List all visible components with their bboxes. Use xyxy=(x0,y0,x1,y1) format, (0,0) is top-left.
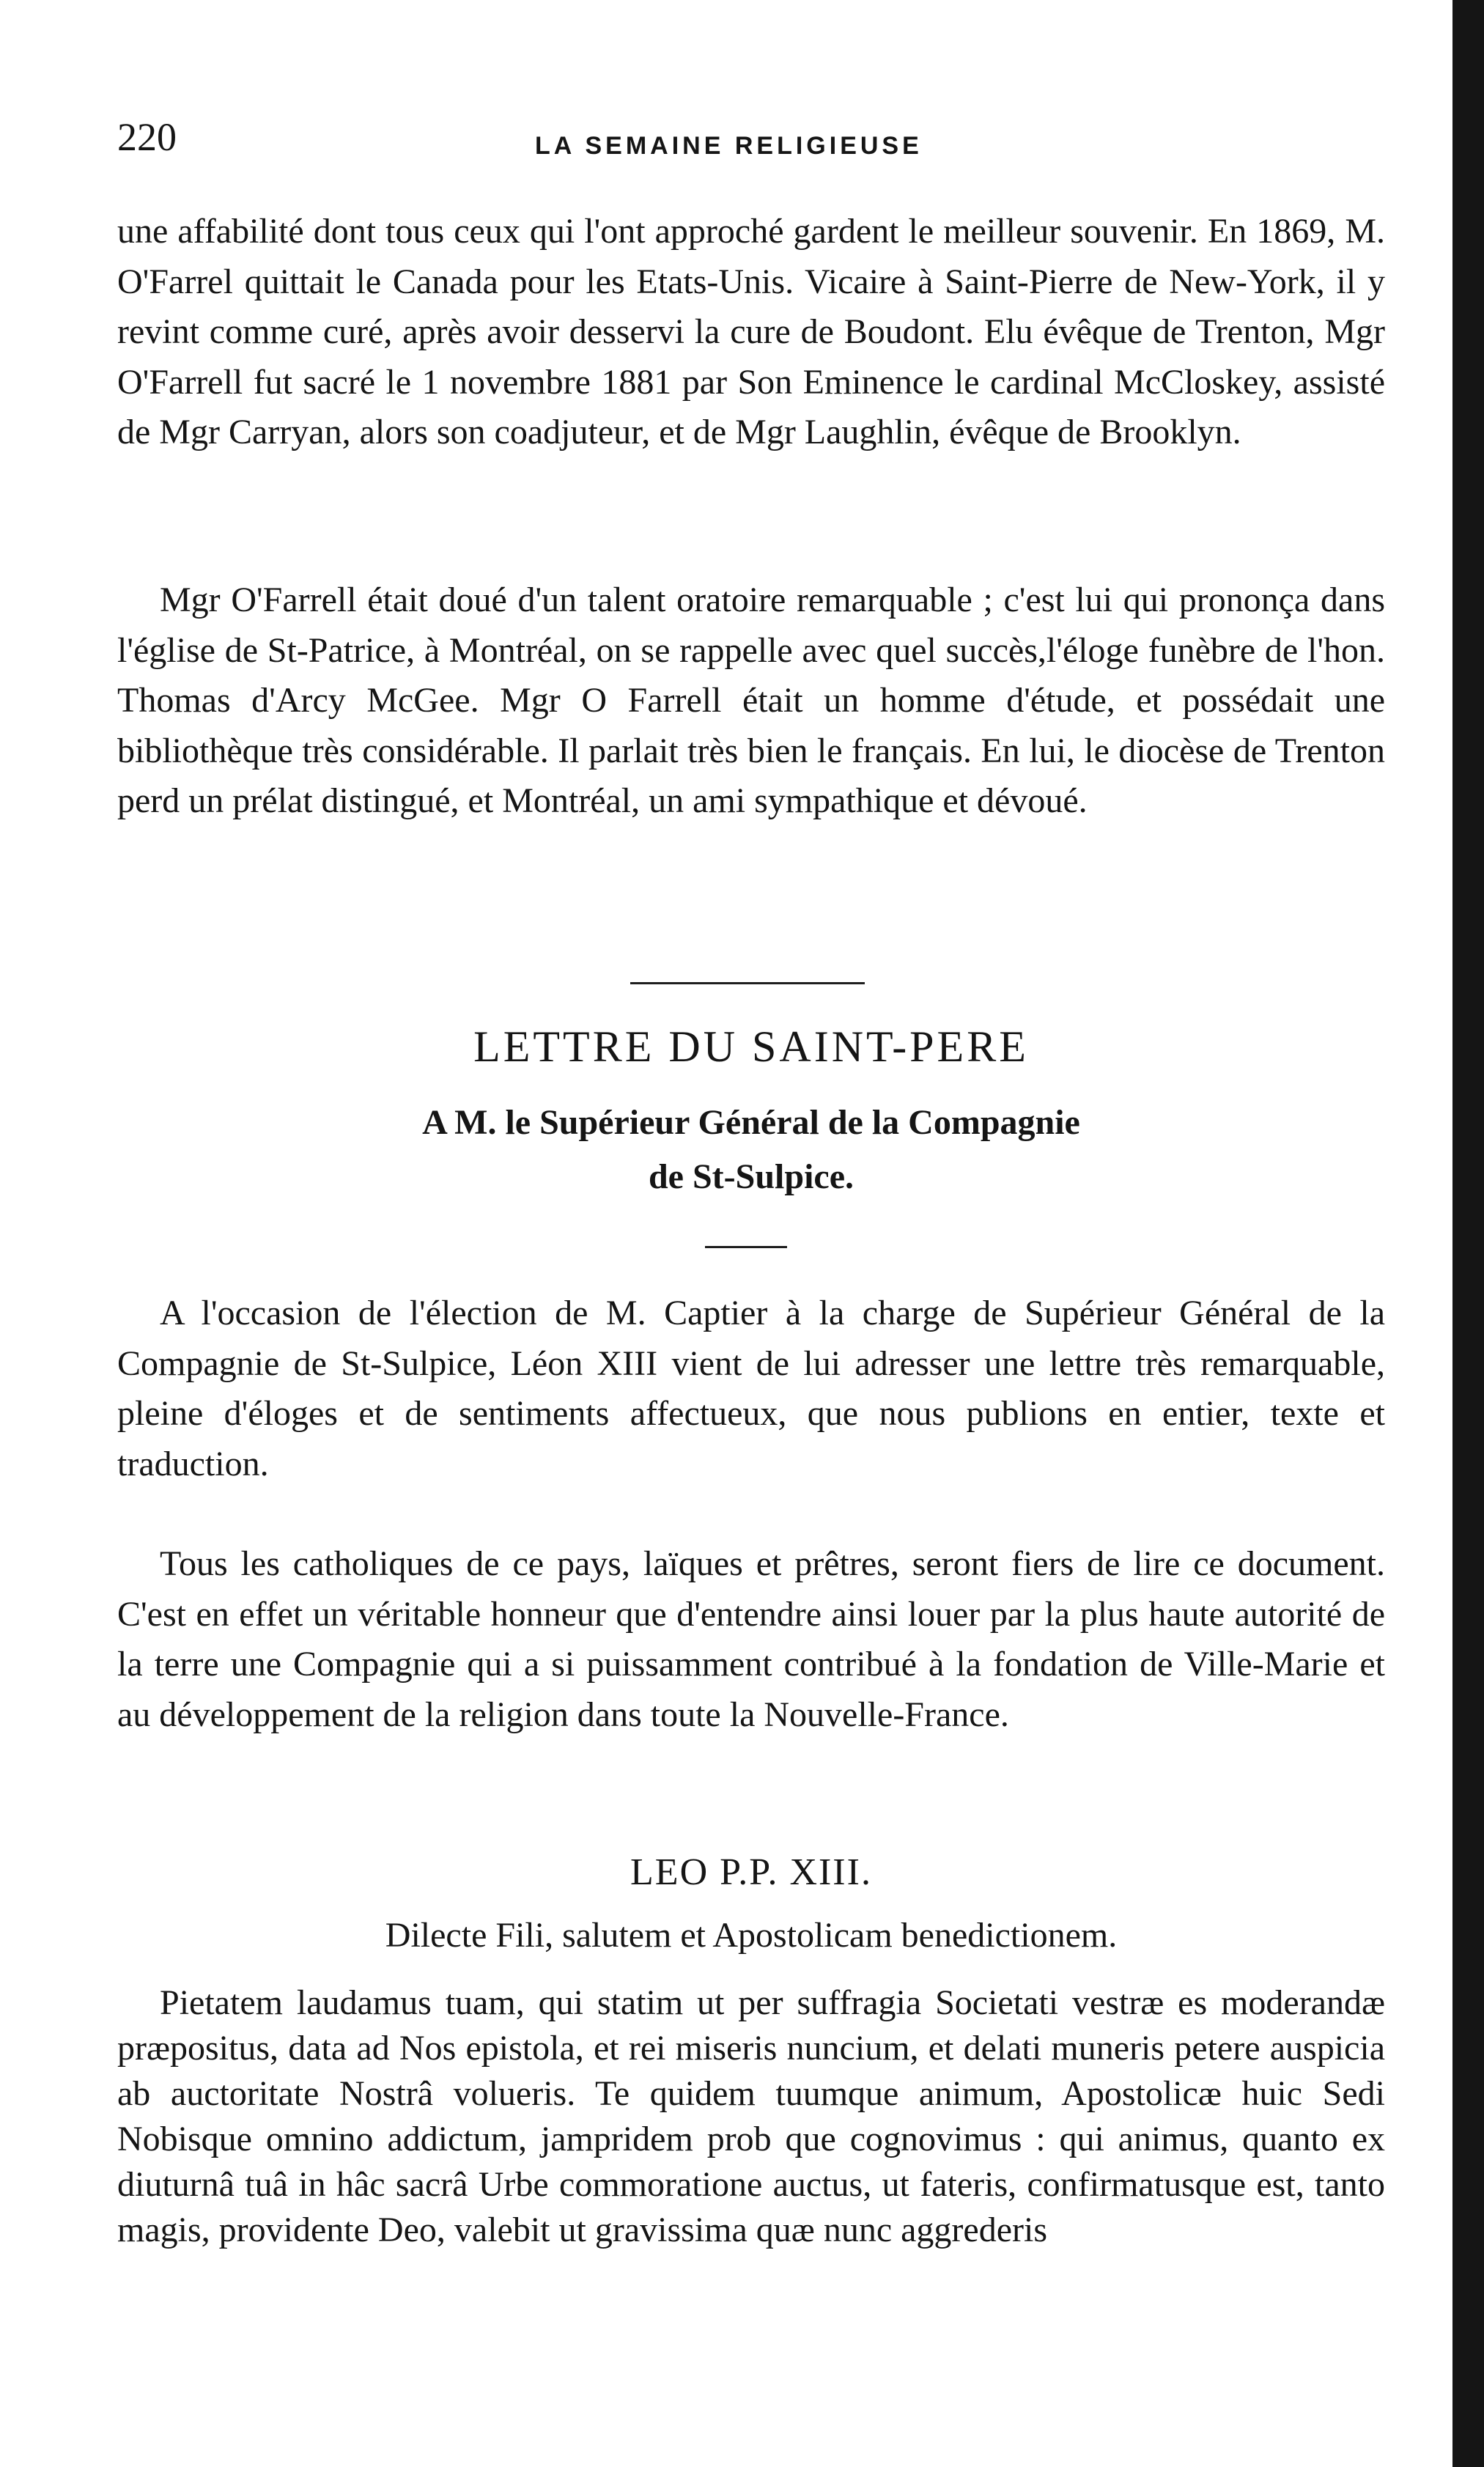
obituary-paragraph-2 xyxy=(117,575,1385,827)
obituary-text-2: Mgr O'Farrell était doué d'un talent oratoire remarquable ; c'est lui qui prononça dans l'église de St-Patrice, à Montréal, on se rappelle avec quel succès,l'éloge funèbre de l'hon. Thomas d'Arcy McGee. Mgr O Farrell était un homme d'étude, et possédait une bibliothèque très considérable. Il parlait très bien le français. En lui, le diocèse de Trenton perd un prélat distingué, et Montréal, un ami sympathique et dévoué. xyxy=(117,580,1385,820)
letter-intro-text-1: A l'occasion de l'élection de M. Captier à la charge de Supérieur Général de la Compagnie de St-Sulpice, Léon XIII vient de lui adresser une lettre très remarquable, pleine d'éloges et de sentiments affectueux, que nous publions en entier, texte et traduction. xyxy=(117,1294,1385,1483)
letter-intro-paragraph-1 xyxy=(117,1288,1385,1489)
running-title: LA SEMAINE RELIGIEUSE xyxy=(535,132,923,160)
page-edge-border xyxy=(1452,0,1484,2467)
latin-salutation: Dilecte Fili, salutem et Apostolicam benedictionem. xyxy=(385,1916,1118,1955)
papal-signature: LEO P.P. XIII. xyxy=(630,1851,872,1893)
letter-intro-paragraph-2 xyxy=(117,1539,1385,1740)
latin-paragraph xyxy=(117,1980,1385,2253)
letter-subtitle-line-1: A M. le Supérieur Général de la Compagnie xyxy=(422,1103,1080,1142)
section-divider-rule xyxy=(630,982,865,984)
subtitle-divider-rule xyxy=(705,1246,787,1248)
obituary-paragraph-1 xyxy=(117,207,1385,458)
obituary-text-1: une affabilité dont tous ceux qui l'ont approché gardent le meilleur souvenir. En 1869, M. O'Farrel quittait le Canada pour les Etats-Unis. Vicaire à Saint-Pierre de New-York, il y revint comme curé, après avoir desservi la cure de Boudont. Elu évêque de Trenton, Mgr O'Farrell fut sacré le 1 novembre 1881 par Son Eminence le cardinal McCloskey, assisté de Mgr Carryan, alors son coadjuteur, et de Mgr Laughlin, évêque de Brooklyn. xyxy=(117,212,1385,451)
latin-text: Pietatem laudamus tuam, qui statim ut per suffragia Societati vestræ es moderandæ præpositus, data ad Nos epistola, et rei miseris nuncium, et delati muneris petere auspicia ab auctoritate Nostrâ volueris. Te quidem tuumque animum, Apostolicæ huic Sedi Nobisque omnino addictum, jampridem prob que cognovimus : qui animus, quanto ex diuturnâ tuâ in hâc sacrâ Urbe commoratione auctus, ut fateris, confirmatusque est, tanto magis, providente Deo, valebit ut gravissima quæ nunc aggrederis xyxy=(117,1983,1385,2249)
letter-intro-text-2: Tous les catholiques de ce pays, laïques et prêtres, seront fiers de lire ce document. C'est en effet un véritable honneur que d'entendre ainsi louer par la plus haute autorité de la terre une Compagnie qui a si puissamment contribué à la fondation de Ville-Marie et au développement de la religion dans toute la Nouvelle-France. xyxy=(117,1544,1385,1734)
page-number: 220 xyxy=(117,115,177,159)
page-header xyxy=(117,114,1378,172)
letter-title: LETTRE DU SAINT-PERE xyxy=(473,1022,1029,1071)
letter-subtitle-line-2: de St-Sulpice. xyxy=(648,1157,854,1196)
